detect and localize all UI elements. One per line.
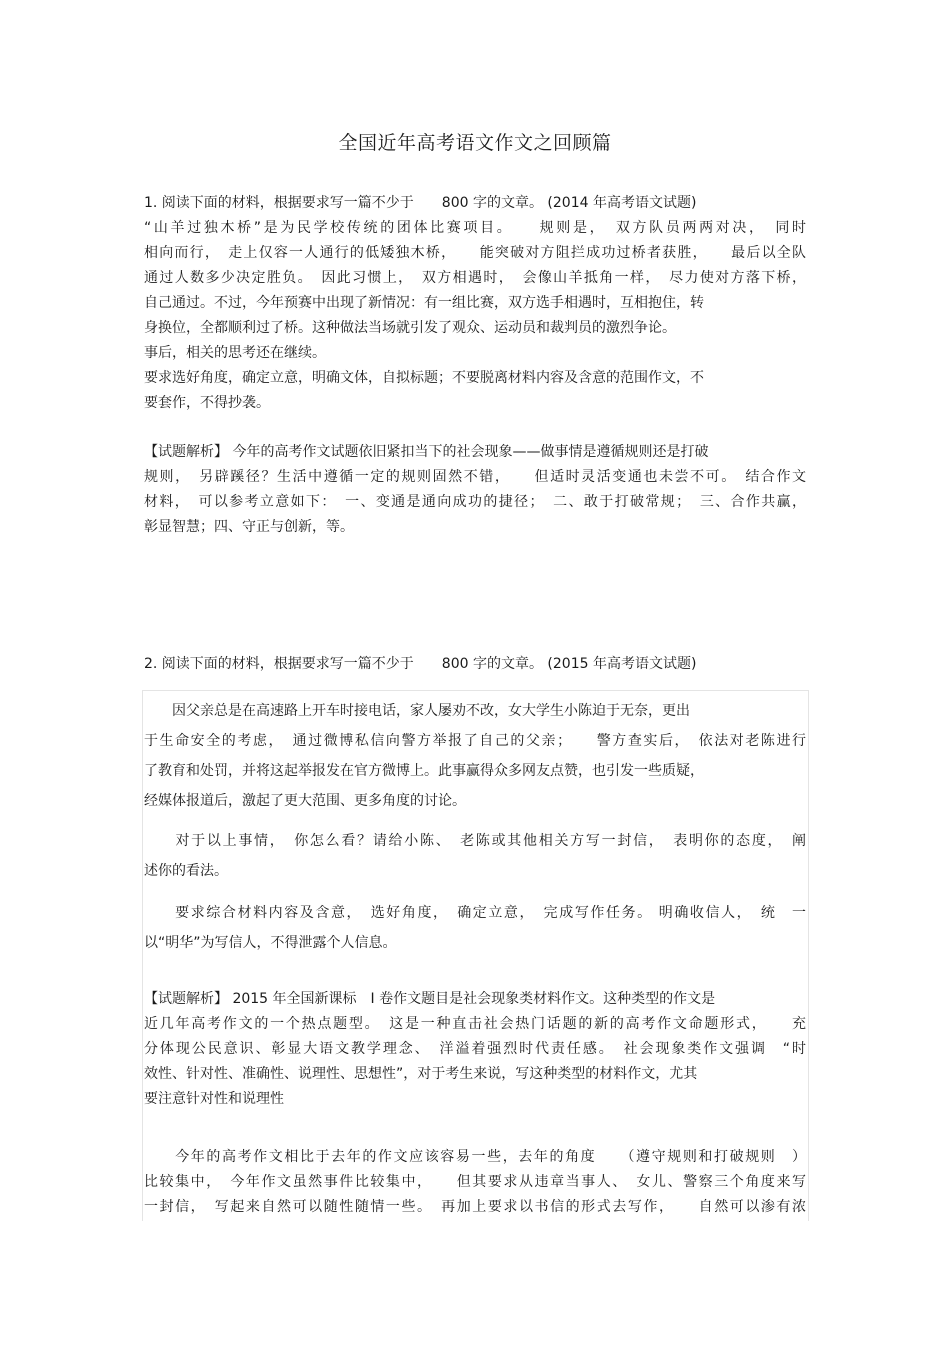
paragraph-line: 通过人数多少决定胜负。 因此习惯上， 双方相遇时， 会像山羊抵角一样， 尽力使对方落下桥， (144, 270, 806, 286)
analysis-line: 【试题解析】 2015 年全国新课标 I 卷作文题目是社会现象类材料作文。这种类型的作文是 (144, 991, 716, 1007)
question-heading-text: 2. 阅读下面的材料，根据要求写一篇不少于 800 字的文章。 (2015 年高考语文试题) (144, 656, 697, 672)
page-title: 全国近年高考语文作文之回顾篇 (338, 132, 612, 154)
question-2-task (144, 826, 806, 886)
analysis-line: 分体现公民意识、彰显大语文教学理念、 洋溢着强烈时代责任感。 社会现象类作文强调 “时 (144, 1041, 806, 1057)
paragraph-line: 了教育和处罚，并将这起举报发在官方微博上。此事赢得众多网友点赞，也引发一些质疑， (144, 763, 704, 779)
paragraph-line: 要求选好角度，确定立意，明确文体，自拟标题；不要脱离材料内容及含意的范围作文，不 (144, 370, 704, 386)
paragraph-line: 身换位，全都顺利过了桥。这种做法当场就引发了观众、运动员和裁判员的激烈争论。 (144, 320, 676, 336)
paragraph-line: 于生命安全的考虑， 通过微博私信向警方举报了自己的父亲； 警方查实后， 依法对老陈进行 (144, 733, 806, 749)
paragraph-line: 述你的看法。 (144, 863, 228, 879)
paragraph-line: 今年的高考作文相比于去年的作文应该容易一些，去年的角度 （遵守规则和打破规则 ） (144, 1149, 806, 1165)
analysis-line: 规则， 另辟蹊径？生活中遵循一定的规则固然不错， 但适时灵活变通也未尝不可。 结合作文 (144, 469, 806, 485)
paragraph-line: 一封信， 写起来自然可以随性随情一些。 再加上要求以书信的形式去写作， 自然可以渗有浓 (144, 1199, 806, 1215)
analysis-line: 材料， 可以参考立意如下： 一、变通是通向成功的捷径； 二、敢于打破常规； 三、合作共赢， (144, 494, 806, 510)
paragraph-line: “山羊过独木桥”是为民学校传统的团体比赛项目。 规则是， 双方队员两两对决， 同时 (144, 220, 806, 236)
paragraph-line: 要套作，不得抄袭。 (144, 395, 270, 411)
question-2-analysis (144, 987, 806, 1112)
paragraph-line: 要求综合材料内容及含意， 选好角度， 确定立意， 完成写作任务。 明确收信人， 统 一 (144, 905, 806, 921)
paragraph-line: 对于以上事情， 你怎么看？请给小陈、 老陈或其他相关方写一封信， 表明你的态度， 阐 (144, 833, 806, 849)
question-1-material (144, 216, 806, 416)
paragraph-line: 经媒体报道后，激起了更大范围、更多角度的讨论。 (144, 793, 466, 809)
paragraph-line: 事后，相关的思考还在继续。 (144, 345, 326, 361)
commentary (144, 1145, 806, 1220)
question-2-requirements (144, 898, 806, 958)
paragraph-line: 相向而行， 走上仅容一人通行的低矮独木桥， 能突破对方阻拦成功过桥者获胜， 最后以全队 (144, 245, 806, 261)
paragraph-line: 以“明华”为写信人，不得泄露个人信息。 (144, 935, 397, 951)
analysis-line: 效性、针对性、准确性、说理性、思想性”，对于考生来说，写这种类型的材料作文，尤其 (144, 1066, 698, 1082)
question-2-heading (144, 652, 806, 677)
question-1-heading (144, 191, 806, 216)
analysis-line: 要注意针对性和说理性 (144, 1091, 284, 1107)
analysis-line: 彰显智慧；四、守正与创新，等。 (144, 519, 354, 535)
paragraph-line: 比较集中， 今年作文虽然事件比较集中， 但其要求从违章当事人、 女儿、警察三个角度来写 (144, 1174, 806, 1190)
analysis-line: 【试题解析】 今年的高考作文试题依旧紧扣当下的社会现象——做事情是遵循规则还是打破 (144, 444, 709, 460)
question-heading-text: 1. 阅读下面的材料，根据要求写一篇不少于 800 字的文章。 (2014 年高考语文试题) (144, 195, 697, 211)
paragraph-line: 自己通过。不过，今年预赛中出现了新情况：有一组比赛，双方选手相遇时，互相抱住，转 (144, 295, 704, 311)
analysis-line: 近几年高考作文的一个热点题型。 这是一种直击社会热门话题的新的高考作文命题形式， 充 (144, 1016, 806, 1032)
paragraph-line: 因父亲总是在高速路上开车时接电话，家人屡劝不改，女大学生小陈迫于无奈，更出 (144, 703, 690, 719)
question-1-analysis (144, 440, 806, 540)
question-2-material (144, 696, 806, 816)
